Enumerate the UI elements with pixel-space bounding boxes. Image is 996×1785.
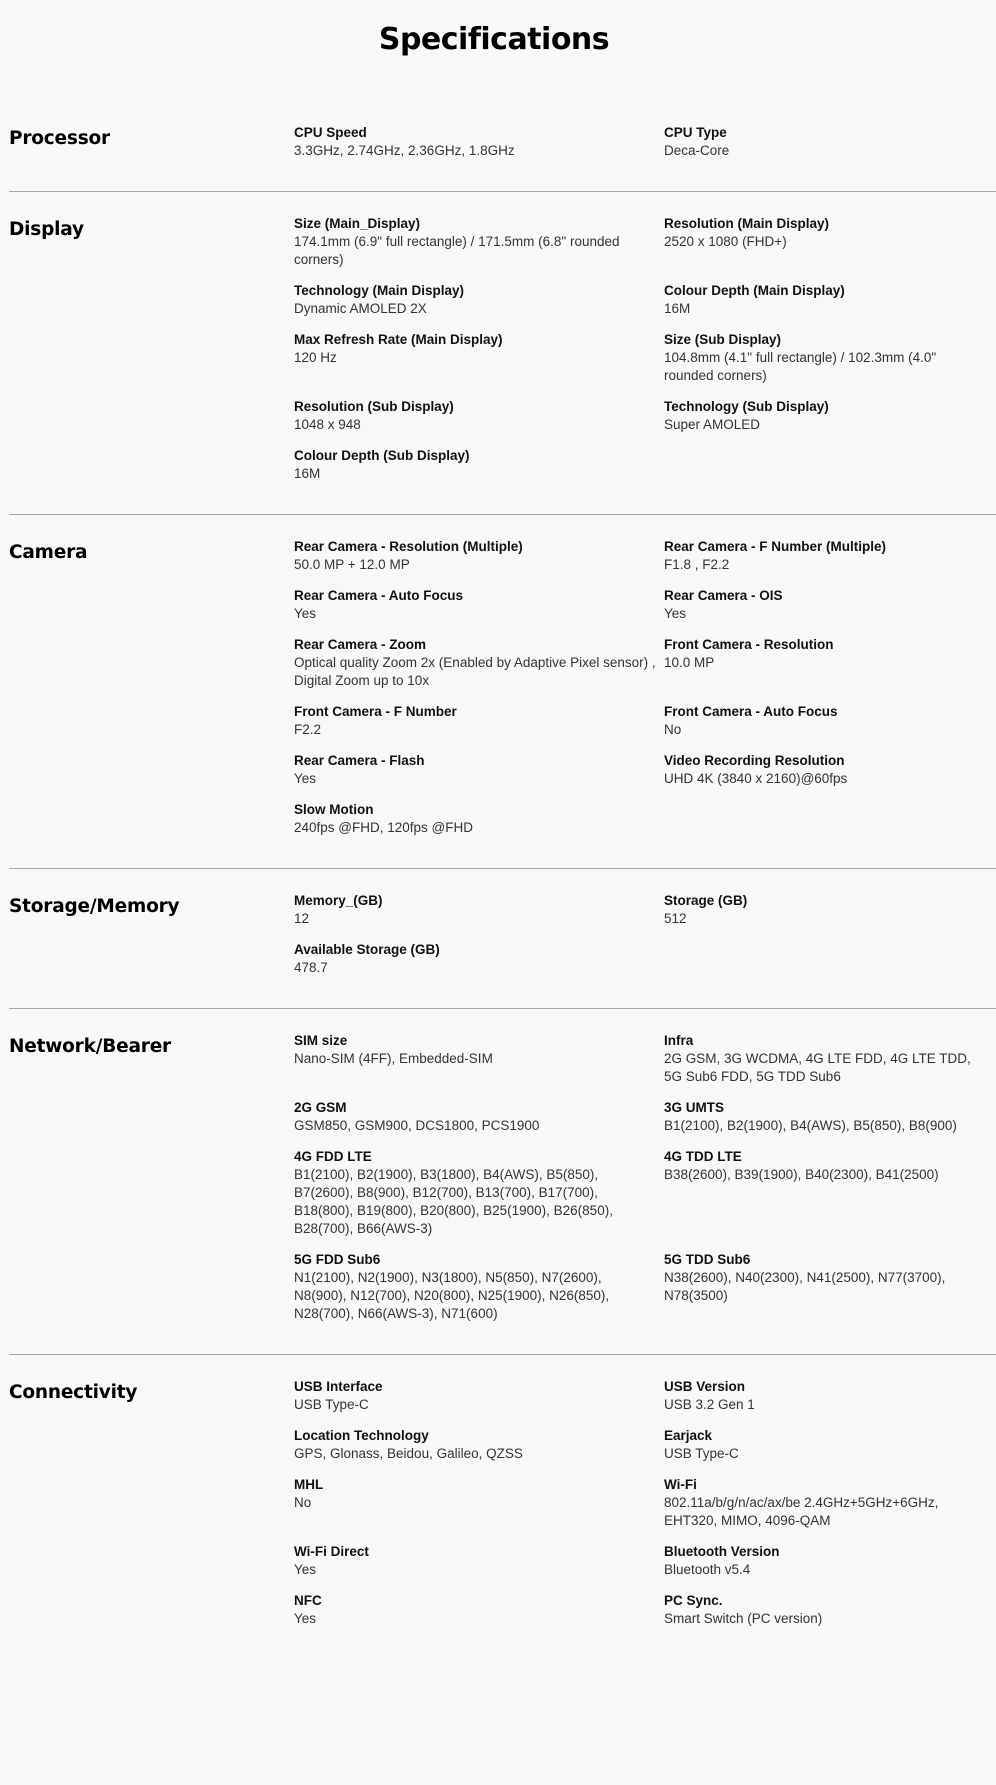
spec-item (664, 703, 994, 739)
spec-item (664, 1099, 994, 1135)
spec-value: Yes (294, 1562, 317, 1577)
spec-item (294, 1427, 664, 1463)
spec-value: Super AMOLED (664, 417, 761, 432)
spec-value: GPS, Glonass, Beidou, Galileo, QZSS (294, 1446, 523, 1461)
spec-item (664, 892, 994, 928)
spec-item (664, 331, 994, 385)
spec-value: Yes (664, 606, 687, 621)
spec-section-display (9, 207, 996, 515)
spec-label: PC Sync. (664, 1593, 723, 1608)
spec-item (294, 892, 664, 928)
spec-label: Infra (664, 1033, 694, 1048)
spec-value: N38(2600), N40(2300), N41(2500), N77(3700), N78(3500) (664, 1270, 946, 1303)
spec-value: 2G GSM, 3G WCDMA, 4G LTE FDD, 4G LTE TDD, 5G Sub6 FDD, 5G TDD Sub6 (664, 1051, 971, 1084)
spec-section-storage-memory (9, 884, 996, 1009)
spec-value: 104.8mm (4.1" full rectangle) / 102.3mm (4.0" rounded corners) (664, 350, 937, 383)
spec-label: Technology (Main Display) (294, 283, 465, 298)
spec-item (294, 538, 664, 574)
spec-item (294, 636, 664, 690)
spec-item (294, 752, 664, 788)
spec-label: SIM size (294, 1033, 348, 1048)
spec-value: 512 (664, 911, 687, 926)
spec-label: Memory_(GB) (294, 893, 383, 908)
section-title: Storage/Memory (9, 896, 180, 917)
spec-label: Rear Camera - Auto Focus (294, 588, 464, 603)
spec-label: Size (Main_Display) (294, 216, 421, 231)
spec-item (294, 587, 664, 623)
spec-item (664, 215, 994, 269)
page-title: Specifications (378, 22, 610, 57)
spec-value: 10.0 MP (664, 655, 715, 670)
spec-label: 4G TDD LTE (664, 1149, 742, 1164)
spec-item (664, 1476, 994, 1530)
spec-item (664, 1427, 994, 1463)
spec-item (664, 1592, 994, 1628)
spec-value: Smart Switch (PC version) (664, 1611, 823, 1626)
spec-label: Available Storage (GB) (294, 942, 440, 957)
spec-value: USB Type-C (294, 1397, 369, 1412)
spec-item (294, 703, 664, 739)
spec-value: Optical quality Zoom 2x (Enabled by Adaptive Pixel sensor) , Digital Zoom up to 10x (294, 655, 656, 688)
section-title: Camera (9, 542, 88, 563)
spec-value: Nano-SIM (4FF), Embedded-SIM (294, 1051, 493, 1066)
spec-label: Slow Motion (294, 802, 374, 817)
spec-label: Rear Camera - Flash (294, 753, 425, 768)
spec-label: Bluetooth Version (664, 1544, 780, 1559)
spec-value: Yes (294, 771, 317, 786)
spec-item (664, 1032, 994, 1086)
spec-value: B1(2100), B2(1900), B4(AWS), B5(850), B8(900) (664, 1118, 957, 1133)
spec-value: 120 Hz (294, 350, 337, 365)
spec-label: Resolution (Main Display) (664, 216, 830, 231)
spec-item (294, 282, 664, 318)
spec-grid (294, 124, 996, 173)
spec-value: 1048 x 948 (294, 417, 361, 432)
spec-value: UHD 4K (3840 x 2160)@60fps (664, 771, 848, 786)
spec-value: 12 (294, 911, 310, 926)
spec-value: 3.3GHz, 2.74GHz, 2.36GHz, 1.8GHz (294, 143, 515, 158)
spec-label: 5G TDD Sub6 (664, 1252, 751, 1267)
spec-label: NFC (294, 1593, 322, 1608)
spec-item (294, 398, 664, 434)
spec-item (294, 331, 664, 385)
spec-label: Front Camera - F Number (294, 704, 457, 719)
spec-value: Dynamic AMOLED 2X (294, 301, 427, 316)
spec-item (664, 398, 994, 434)
spec-item (664, 1378, 994, 1414)
spec-item (294, 1032, 664, 1086)
spec-label: 3G UMTS (664, 1100, 725, 1115)
spec-item (664, 124, 994, 160)
spec-item (294, 447, 664, 483)
spec-item (664, 587, 994, 623)
section-title: Connectivity (9, 1382, 138, 1403)
spec-label: Storage (GB) (664, 893, 748, 908)
spec-grid (294, 538, 996, 850)
spec-item (294, 1592, 664, 1628)
spec-label: Rear Camera - Resolution (Multiple) (294, 539, 523, 554)
spec-item (294, 215, 664, 269)
spec-label: Front Camera - Resolution (664, 637, 834, 652)
spec-label: Rear Camera - Zoom (294, 637, 427, 652)
spec-value: Yes (294, 1611, 317, 1626)
spec-value: N1(2100), N2(1900), N3(1800), N5(850), N7(2600), N8(900), N12(700), N20(800), N25(1900), N26(850), N28(700), N66(AWS-3), N71(600) (294, 1270, 610, 1321)
section-title: Display (9, 219, 84, 240)
spec-item (294, 1099, 664, 1135)
specifications-list (9, 116, 996, 1674)
spec-label: Wi-Fi Direct (294, 1544, 369, 1559)
spec-item (664, 1148, 994, 1238)
spec-value: 802.11a/b/g/n/ac/ax/be 2.4GHz+5GHz+6GHz, EHT320, MIMO, 4096-QAM (664, 1495, 939, 1528)
spec-section-connectivity (9, 1370, 996, 1659)
spec-label: Colour Depth (Sub Display) (294, 448, 470, 463)
spec-value: 16M (664, 301, 691, 316)
spec-label: Rear Camera - F Number (Multiple) (664, 539, 887, 554)
spec-item (294, 1543, 664, 1579)
spec-label: USB Version (664, 1379, 746, 1394)
spec-value: 50.0 MP + 12.0 MP (294, 557, 410, 572)
spec-item (664, 538, 994, 574)
spec-label: CPU Speed (294, 125, 367, 140)
spec-label: CPU Type (664, 125, 727, 140)
spec-item (664, 282, 994, 318)
spec-item (294, 941, 664, 977)
spec-item (664, 752, 994, 788)
spec-label: USB Interface (294, 1379, 383, 1394)
spec-label: Earjack (664, 1428, 713, 1443)
spec-label: Wi-Fi (664, 1477, 697, 1492)
spec-label: Video Recording Resolution (664, 753, 845, 768)
spec-value: No (664, 722, 682, 737)
spec-item (294, 801, 664, 837)
spec-item (664, 1251, 994, 1323)
section-title: Network/Bearer (9, 1036, 171, 1057)
spec-value: GSM850, GSM900, DCS1800, PCS1900 (294, 1118, 540, 1133)
spec-label: Resolution (Sub Display) (294, 399, 454, 414)
spec-value: Bluetooth v5.4 (664, 1562, 751, 1577)
spec-section-camera (9, 530, 996, 869)
spec-grid (294, 1032, 996, 1336)
spec-label: Max Refresh Rate (Main Display) (294, 332, 503, 347)
spec-item (664, 636, 994, 690)
spec-label: 5G FDD Sub6 (294, 1252, 381, 1267)
spec-grid (294, 1378, 996, 1641)
spec-value: 2520 x 1080 (FHD+) (664, 234, 787, 249)
spec-item (664, 1543, 994, 1579)
spec-value: USB 3.2 Gen 1 (664, 1397, 755, 1412)
spec-item (294, 1476, 664, 1530)
spec-value: No (294, 1495, 312, 1510)
spec-label: 4G FDD LTE (294, 1149, 372, 1164)
spec-value: Deca-Core (664, 143, 730, 158)
spec-label: Rear Camera - OIS (664, 588, 783, 603)
spec-label: Location Technology (294, 1428, 429, 1443)
spec-label: Technology (Sub Display) (664, 399, 829, 414)
spec-value: Yes (294, 606, 317, 621)
spec-item (294, 1148, 664, 1238)
spec-value: 478.7 (294, 960, 328, 975)
spec-value: 174.1mm (6.9" full rectangle) / 171.5mm (6.8" rounded corners) (294, 234, 620, 267)
spec-grid (294, 892, 996, 990)
spec-section-processor (9, 116, 996, 192)
spec-value: USB Type-C (664, 1446, 739, 1461)
spec-value: F2.2 (294, 722, 322, 737)
spec-value: F1.8 , F2.2 (664, 557, 730, 572)
spec-label: Colour Depth (Main Display) (664, 283, 845, 298)
spec-value: 240fps @FHD, 120fps @FHD (294, 820, 473, 835)
spec-value: B1(2100), B2(1900), B3(1800), B4(AWS), B5(850), B7(2600), B8(900), B12(700), B13(700), B17(700), B18(800), B19(800), B20(800), B25(1900), B26(850), B28(700), B66(AWS-3) (294, 1167, 613, 1236)
spec-value: 16M (294, 466, 321, 481)
spec-label: Front Camera - Auto Focus (664, 704, 838, 719)
spec-value: B38(2600), B39(1900), B40(2300), B41(2500) (664, 1167, 939, 1182)
spec-grid (294, 215, 996, 496)
spec-item (294, 1251, 664, 1323)
spec-section-network-bearer (9, 1024, 996, 1355)
section-title: Processor (9, 128, 110, 149)
spec-item (294, 124, 664, 160)
spec-label: Size (Sub Display) (664, 332, 782, 347)
spec-item (294, 1378, 664, 1414)
spec-label: 2G GSM (294, 1100, 347, 1115)
spec-label: MHL (294, 1477, 324, 1492)
